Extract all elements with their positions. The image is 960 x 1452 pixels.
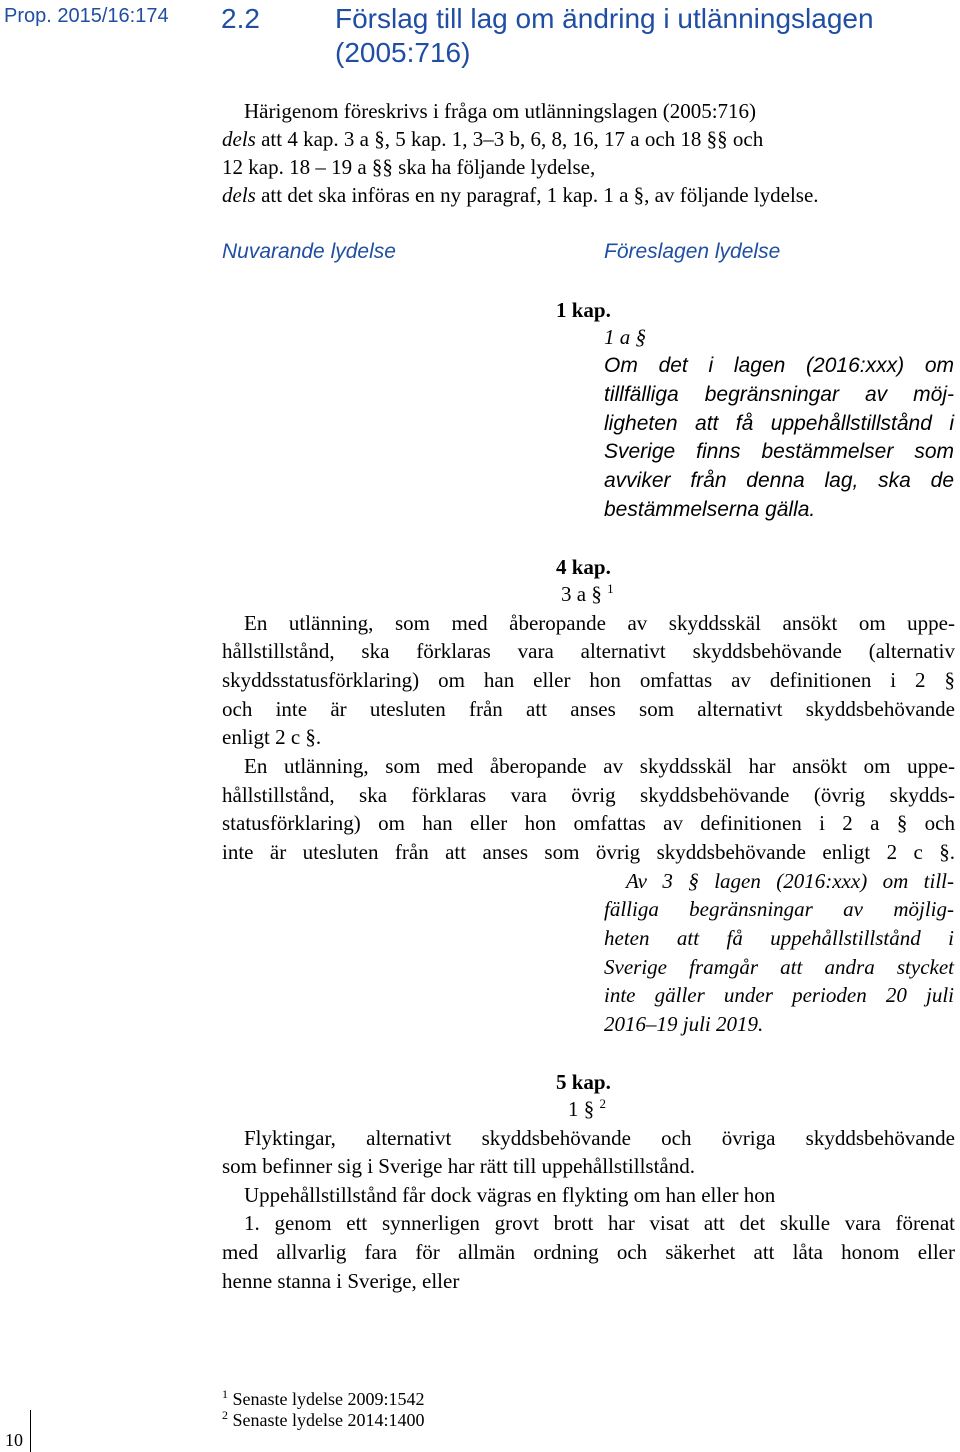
chapter-4-proposed-addition-line: heten att få uppehållstillstånd i xyxy=(604,926,954,950)
chapter-4-paragraph-1-line: och inte är utesluten från att anses som alternativt skyddsbehövande xyxy=(222,697,955,721)
chapter-4-paragraph-1-line: En utlänning, som med åberopande av skyddsskäl ansökt om uppe- xyxy=(244,611,955,635)
chapter-4-section-number: 3 a § xyxy=(561,582,602,606)
intro-line-2 xyxy=(222,129,763,150)
chapter-1-text-line: Om det i lagen (2016:xxx) om xyxy=(604,354,954,377)
chapter-4-paragraph-1-line: enligt 2 c §. xyxy=(222,725,322,749)
chapter-5-paragraph-2: Uppehållstillstånd får dock vägras en flykting om han eller hon xyxy=(244,1183,776,1207)
chapter-1-heading: 1 kap. xyxy=(556,298,611,322)
chapter-5-paragraph-1-line: som befinner sig i Sverige har rätt till uppehållstillstånd. xyxy=(222,1154,695,1178)
chapter-4-section-label xyxy=(561,581,614,606)
page-margin-rule xyxy=(30,1410,31,1452)
intro-line-4-em: dels xyxy=(222,183,256,207)
intro-line-1: Härigenom föreskrivs i fråga om utlänningslagen (2005:716) xyxy=(244,99,757,123)
chapter-4-heading: 4 kap. xyxy=(556,555,611,579)
chapter-4-proposed-addition-line: inte gäller under perioden 20 juli xyxy=(604,983,954,1007)
chapter-5-list-item-line: henne stanna i Sverige, eller xyxy=(222,1269,460,1293)
chapter-5-section-label xyxy=(568,1096,606,1121)
chapter-5-list-item-line: med allvarlig fara för allmän ordning och säkerhet att låta honom eller xyxy=(222,1240,955,1264)
chapter-4-proposed-addition-line: 2016–19 juli 2019. xyxy=(604,1012,764,1036)
intro-line-4-text: att det ska införas en ny paragraf, 1 kap. 1 a §, av följande lydelse. xyxy=(255,183,819,207)
chapter-5-section-number: 1 § xyxy=(568,1097,595,1121)
footnote-1-marker: 1 xyxy=(222,1387,228,1401)
footnote-1 xyxy=(222,1387,425,1409)
footnote-separator xyxy=(222,1370,402,1371)
page-number: 10 xyxy=(5,1430,23,1450)
footnote-2-marker: 2 xyxy=(222,1408,228,1422)
chapter-4-proposed-addition-line: fälliga begränsningar av möjlig- xyxy=(604,897,954,921)
chapter-4-proposed-addition-line: Av 3 § lagen (2016:xxx) om till- xyxy=(626,869,954,893)
footnote-1-text: Senaste lydelse 2009:1542 xyxy=(232,1389,425,1409)
chapter-4-proposed-addition-line: Sverige framgår att andra stycket xyxy=(604,955,954,979)
section-title-line-1: Förslag till lag om ändring i utlänningslagen xyxy=(335,3,874,34)
chapter-5-paragraph-1-line: Flyktingar, alternativt skyddsbehövande och övriga skyddsbehövande xyxy=(244,1126,955,1150)
section-number: 2.2 xyxy=(221,3,260,34)
chapter-4-paragraph-2-line: En utlänning, som med åberopande av skyddsskäl har ansökt om uppe- xyxy=(244,754,955,778)
chapter-4-paragraph-1-line: skyddsstatusförklaring) om han eller hon omfattas av definitionen i 2 § xyxy=(222,668,955,692)
intro-line-3: 12 kap. 18 – 19 a §§ ska ha följande lydelse, xyxy=(222,155,596,179)
proposition-reference: Prop. 2015/16:174 xyxy=(4,5,169,27)
chapter-4-paragraph-2-line: statusförklaring) om han eller hon omfattas av definitionen i 2 a § och xyxy=(222,811,955,835)
intro-line-2-text: att 4 kap. 3 a §, 5 kap. 1, 3–3 b, 6, 8, 16, 17 a och 18 §§ och xyxy=(255,127,764,151)
column-heading-current: Nuvarande lydelse xyxy=(222,240,396,263)
footnote-marker: 1 xyxy=(607,581,614,596)
chapter-4-paragraph-2-line: inte är utesluten från att anses som övrig skyddsbehövande enligt 2 c §. xyxy=(222,840,955,864)
footnote-2 xyxy=(222,1408,425,1430)
column-heading-proposed: Föreslagen lydelse xyxy=(604,240,781,263)
chapter-1-section-label: 1 a § xyxy=(604,325,646,349)
chapter-1-text-line: Sverige finns bestämmelser som xyxy=(604,440,954,463)
chapter-1-text-line: tillfälliga begränsningar av möj- xyxy=(604,383,954,406)
chapter-1-text-line: ligheten att få uppehållstillstånd i xyxy=(604,412,954,435)
chapter-4-paragraph-2-line: hållstillstånd, ska förklaras vara övrig skyddsbehövande (övrig skydds- xyxy=(222,783,955,807)
chapter-1-text-line: bestämmelserna gälla. xyxy=(604,498,816,521)
section-title-line-2: (2005:716) xyxy=(335,37,471,68)
footnote-2-text: Senaste lydelse 2014:1400 xyxy=(232,1410,425,1430)
chapter-4-paragraph-1-line: hållstillstånd, ska förklaras vara alternativt skyddsbehövande (alternativ xyxy=(222,639,955,663)
chapter-5-list-item-line: 1. genom ett synnerligen grovt brott har visat att det skulle vara förenat xyxy=(244,1211,955,1235)
intro-line-4 xyxy=(222,185,819,206)
chapter-5-heading: 5 kap. xyxy=(556,1070,611,1094)
intro-line-2-em: dels xyxy=(222,127,256,151)
footnote-marker: 2 xyxy=(599,1096,606,1111)
chapter-1-text-line: avviker från denna lag, ska de xyxy=(604,469,954,492)
